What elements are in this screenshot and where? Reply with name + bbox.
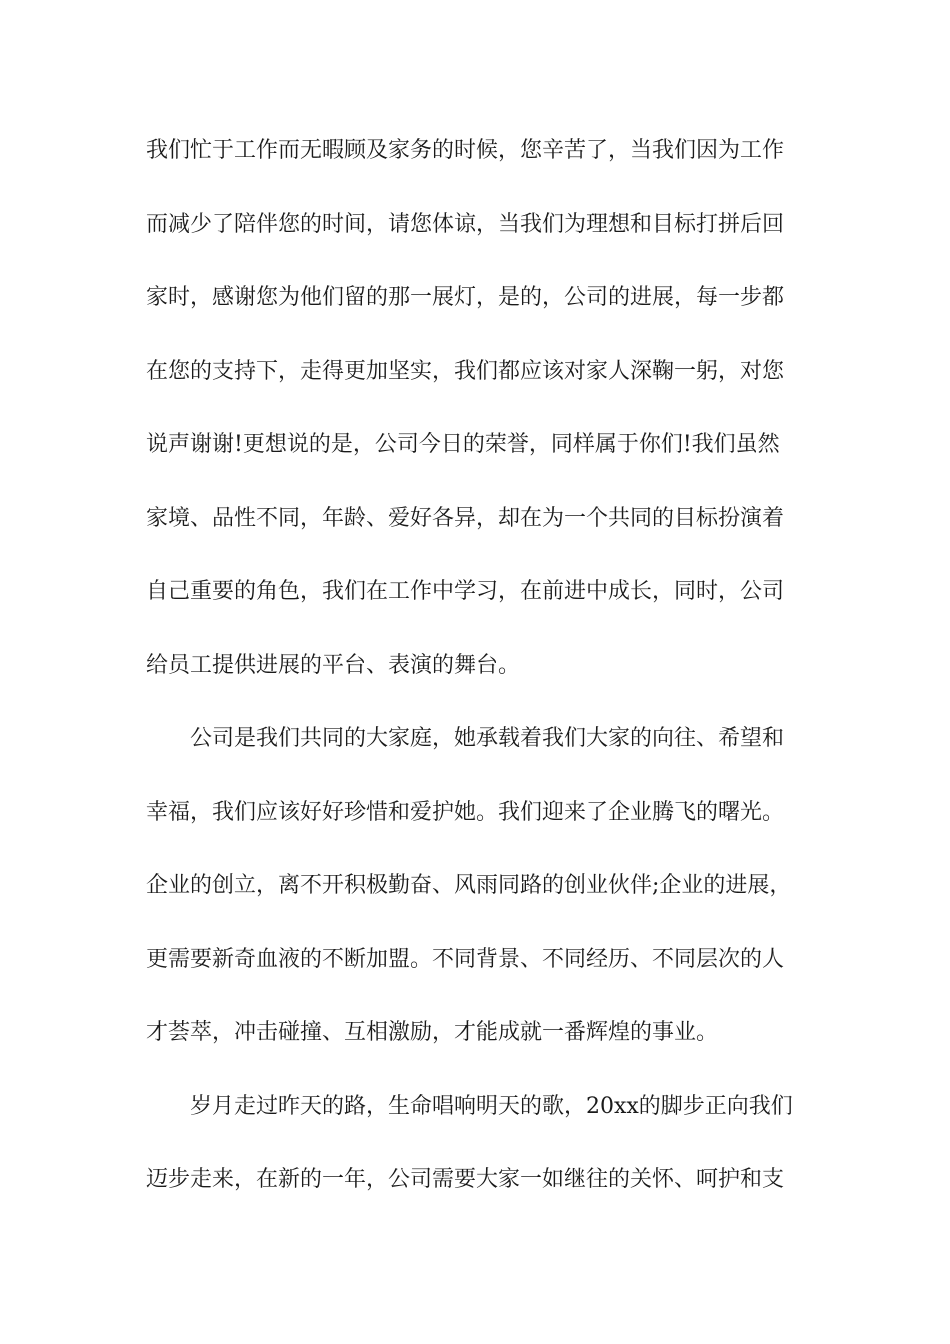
text-line: 自己重要的角色，我们在工作中学习，在前进中成长，同时，公司 — [146, 579, 785, 604]
paragraph-start-line: 岁月走过昨天的路，生命唱响明天的歌，20xx的脚步正向我们 — [190, 1093, 793, 1119]
text-line: 迈步走来，在新的一年，公司需要大家一如继往的关怀、呵护和支 — [146, 1167, 785, 1192]
paragraph-start-line: 公司是我们共同的大家庭，她承载着我们大家的向往、希望和 — [190, 726, 785, 751]
text-line: 给员工提供进展的平台、表演的舞台。 — [146, 652, 521, 678]
text-line: 才荟萃，冲击碰撞、互相激励，才能成就一番辉煌的事业。 — [146, 1020, 719, 1045]
text-line: 企业的创立，离不开积极勤奋、风雨同路的创业伙伴;企业的进展， — [146, 873, 792, 898]
text-line: 说声谢谢!更想说的是，公司今日的荣誉，同样属于你们!我们虽然 — [146, 432, 780, 457]
document-body — [146, 131, 811, 1234]
text-line: 家境、品性不同，年龄、爱好各异，却在为一个共同的目标扮演着 — [146, 505, 785, 531]
text-line: 幸福，我们应该好好珍惜和爱护她。我们迎来了企业腾飞的曙光。 — [146, 799, 785, 825]
text-line: 而减少了陪伴您的时间，请您体谅，当我们为理想和目标打拼后回 — [146, 211, 785, 237]
text-line: 更需要新奇血液的不断加盟。不同背景、不同经历、不同层次的人 — [146, 946, 785, 972]
text-line: 我们忙于工作而无暇顾及家务的时候，您辛苦了，当我们因为工作 — [146, 138, 785, 163]
text-line: 家时，感谢您为他们留的那一展灯，是的，公司的进展，每一步都 — [146, 285, 785, 310]
text-line: 在您的支持下，走得更加坚实，我们都应该对家人深鞠一躬，对您 — [146, 358, 785, 384]
